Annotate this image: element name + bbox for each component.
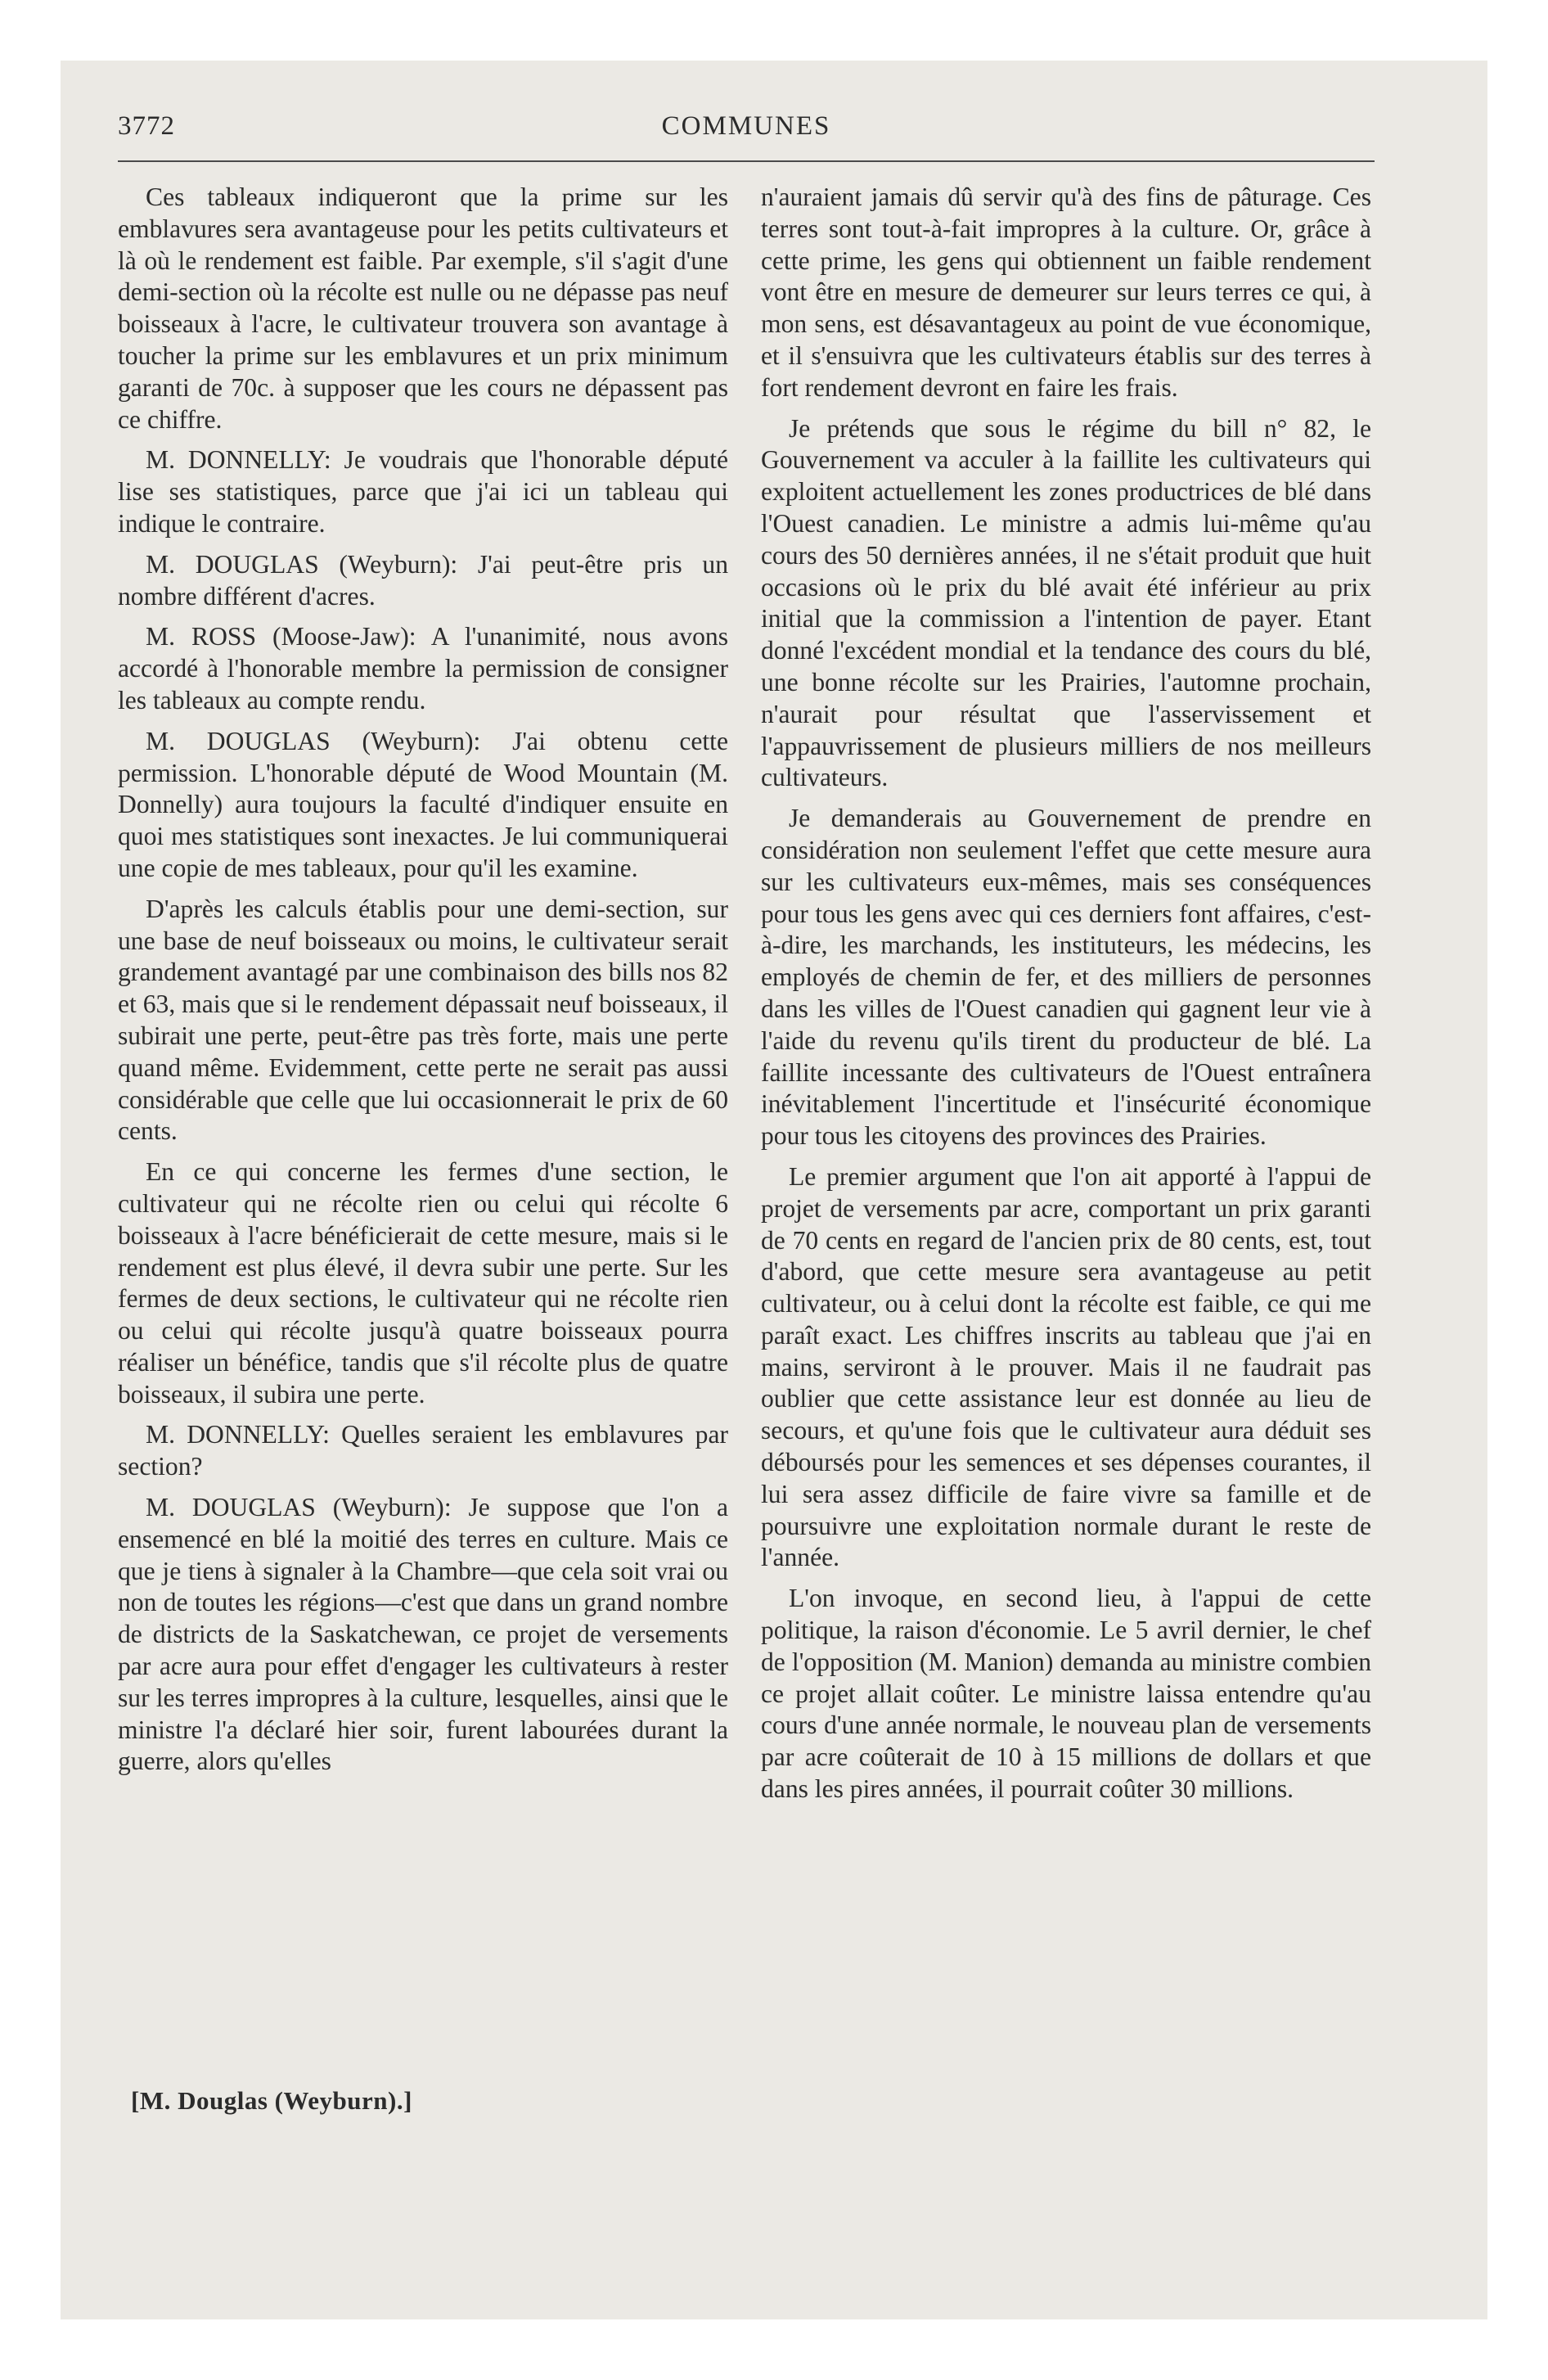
paragraph: M. ROSS (Moose-Jaw): A l'unanimité, nous avons accordé à l'honorable membre la permission de consigner les tableaux au compte rendu.: [118, 622, 728, 714]
page-header: [118, 105, 1375, 157]
paragraph: L'on invoque, en second lieu, à l'appui de cette politique, la raison d'économie. Le 5 avril dernier, le chef de l'opposition (M. Manion) demanda au ministre combien ce projet allait coûter. Le ministre laissa entendre qu'au cours d'une année normale, le nouveau plan de versements par acre coûterait de 10 à 15 millions de dollars et que dans les pires années, il pourrait coûter 30 millions.: [761, 1584, 1371, 1804]
paragraph: n'auraient jamais dû servir qu'à des fins de pâturage. Ces terres sont tout-à-fait impropres à la culture. Or, grâce à cette prime, les gens qui obtiennent un faible rendement vont être en mesure de demeurer sur leurs terres ce qui, à mon sens, est désavantageux au point de vue économique, et il s'ensuivra que les cultivateurs établis sur des terres à fort rendement devront en faire les frais.: [761, 183, 1371, 402]
paragraph: M. DONNELLY: Quelles seraient les emblavures par section?: [118, 1420, 728, 1481]
paragraph: M. DOUGLAS (Weyburn): Je suppose que l'on a ensemencé en blé la moitié des terres en culture. Mais ce que je tiens à signaler à la Chambre—que cela soit vrai ou non de toutes les régions—c'est que dans un grand nombre de districts de la Saskatchewan, ce projet de versements par acre aura pour effet d'engager les cultivateurs à rester sur les terres impropres à la culture, lesquelles, ainsi que le ministre l'a déclaré hier soir, furent labourées durant la guerre, alors qu'elles: [118, 1493, 728, 1776]
paragraph: M. DOUGLAS (Weyburn): J'ai peut-être pris un nombre différent d'acres.: [118, 549, 728, 611]
paragraph: Le premier argument que l'on ait apporté à l'appui de projet de versements par acre, comportant un prix garanti de 70 cents en regard de l'ancien prix de 80 cents, est, tout d'abord, que cette mesure sera avantageuse au petit cultivateur, ou à celui dont la récolte est faible, ce qui me paraît exact. Les chiffres inscrits au tableau que j'ai en mains, serviront à le prouver. Mais il ne faudrait pas oublier que cette assistance leur est donnée au lieu de secours, et qu'une fois que le cultivateur aura déduit ses déboursés pour les semences et ses dépenses courantes, il lui sera assez difficile de faire vivre sa famille et de poursuivre une exploitation normale durant le reste de l'année.: [761, 1161, 1371, 1572]
paragraph: Je demanderais au Gouvernement de prendre en considération non seulement l'effet que cette mesure aura sur les cultivateurs eux-mêmes, mais ses conséquences pour tous les gens avec qui ces derniers font affaires, c'est-à-dire, les marchands, les instituteurs, les médecins, les employés de chemin de fer, et des milliers de personnes dans les villes de l'Ouest canadien qui gagnent leur vie à l'aide du revenu qu'ils tirent du producteur de blé. La faillite incessante des cultivateurs de l'Ouest entraînera inévitablement l'incertitude et l'insécurité économique pour tous les citoyens des provinces des Prairies.: [761, 804, 1371, 1151]
paragraph: M. DONNELLY: Je voudrais que l'honorable député lise ses statistiques, parce que j'ai ici un tableau qui indique le contraire.: [118, 445, 728, 538]
paragraph: M. DOUGLAS (Weyburn): J'ai obtenu cette permission. L'honorable député de Wood Mountain (M. Donnelly) aura toujours la faculté d'indiquer ensuite en quoi mes statistiques sont inexactes. Je lui communiquerai une copie de mes tableaux, pour qu'il les examine.: [118, 726, 728, 882]
header-rule: [118, 160, 1375, 162]
speaker-footer-note: [M. Douglas (Weyburn).]: [131, 2086, 412, 2115]
paragraph: En ce qui concerne les fermes d'une section, le cultivateur qui ne récolte rien ou celui qui récolte 6 boisseaux à l'acre bénéficierait de cette mesure, mais si le rendement est plus élevé, il devra subir une perte. Sur les fermes de deux sections, le cultivateur qui ne récolte rien ou celui qui récolte jusqu'à quatre boisseaux pourra réaliser un bénéfice, tandis que s'il récolte plus de quatre boisseaux, il subira une perte.: [118, 1157, 728, 1409]
paragraph: Je prétends que sous le régime du bill n° 82, le Gouvernement va acculer à la faillite les cultivateurs qui exploitent actuellement les zones productrices de blé dans l'Ouest canadien. Le ministre a admis lui-même qu'au cours des 50 dernières années, il ne s'était produit que huit occasions où le prix du blé avait été inférieur au prix initial que la commission a l'intention de payer. Etant donné l'excédent mondial et la tendance des cours du blé, une bonne récolte sur les Prairies, l'automne prochain, n'aurait pour résultat que l'asservissement et l'appauvrissement de plusieurs milliers de nos meilleurs cultivateurs.: [761, 413, 1371, 792]
left-column: [118, 182, 728, 1787]
paragraph: Ces tableaux indiqueront que la prime sur les emblavures sera avantageuse pour les petits cultivateurs et là où le rendement est faible. Par exemple, s'il s'agit d'une demi-section où la récolte est nulle ou ne dépasse pas neuf boisseaux à l'acre, le cultivateur trouvera son avantage à toucher la prime sur les emblavures et un prix minimum garanti de 70c. à supposer que les cours ne dépassent pas ce chiffre.: [118, 183, 728, 434]
running-head: COMMUNES: [661, 111, 831, 141]
page-number: 3772: [118, 111, 175, 141]
paragraph: D'après les calculs établis pour une demi-section, sur une base de neuf boisseaux ou moins, le cultivateur serait grandement avantagé par une combinaison des bills nos 82 et 63, mais que si le rendement dépassait neuf boisseaux, il subirait une perte, peut-être pas très forte, mais une perte quand même. Evidemment, cette perte ne serait pas aussi considérable que celle que lui occasionnerait le prix de 60 cents.: [118, 894, 728, 1146]
right-column: [761, 182, 1371, 1814]
